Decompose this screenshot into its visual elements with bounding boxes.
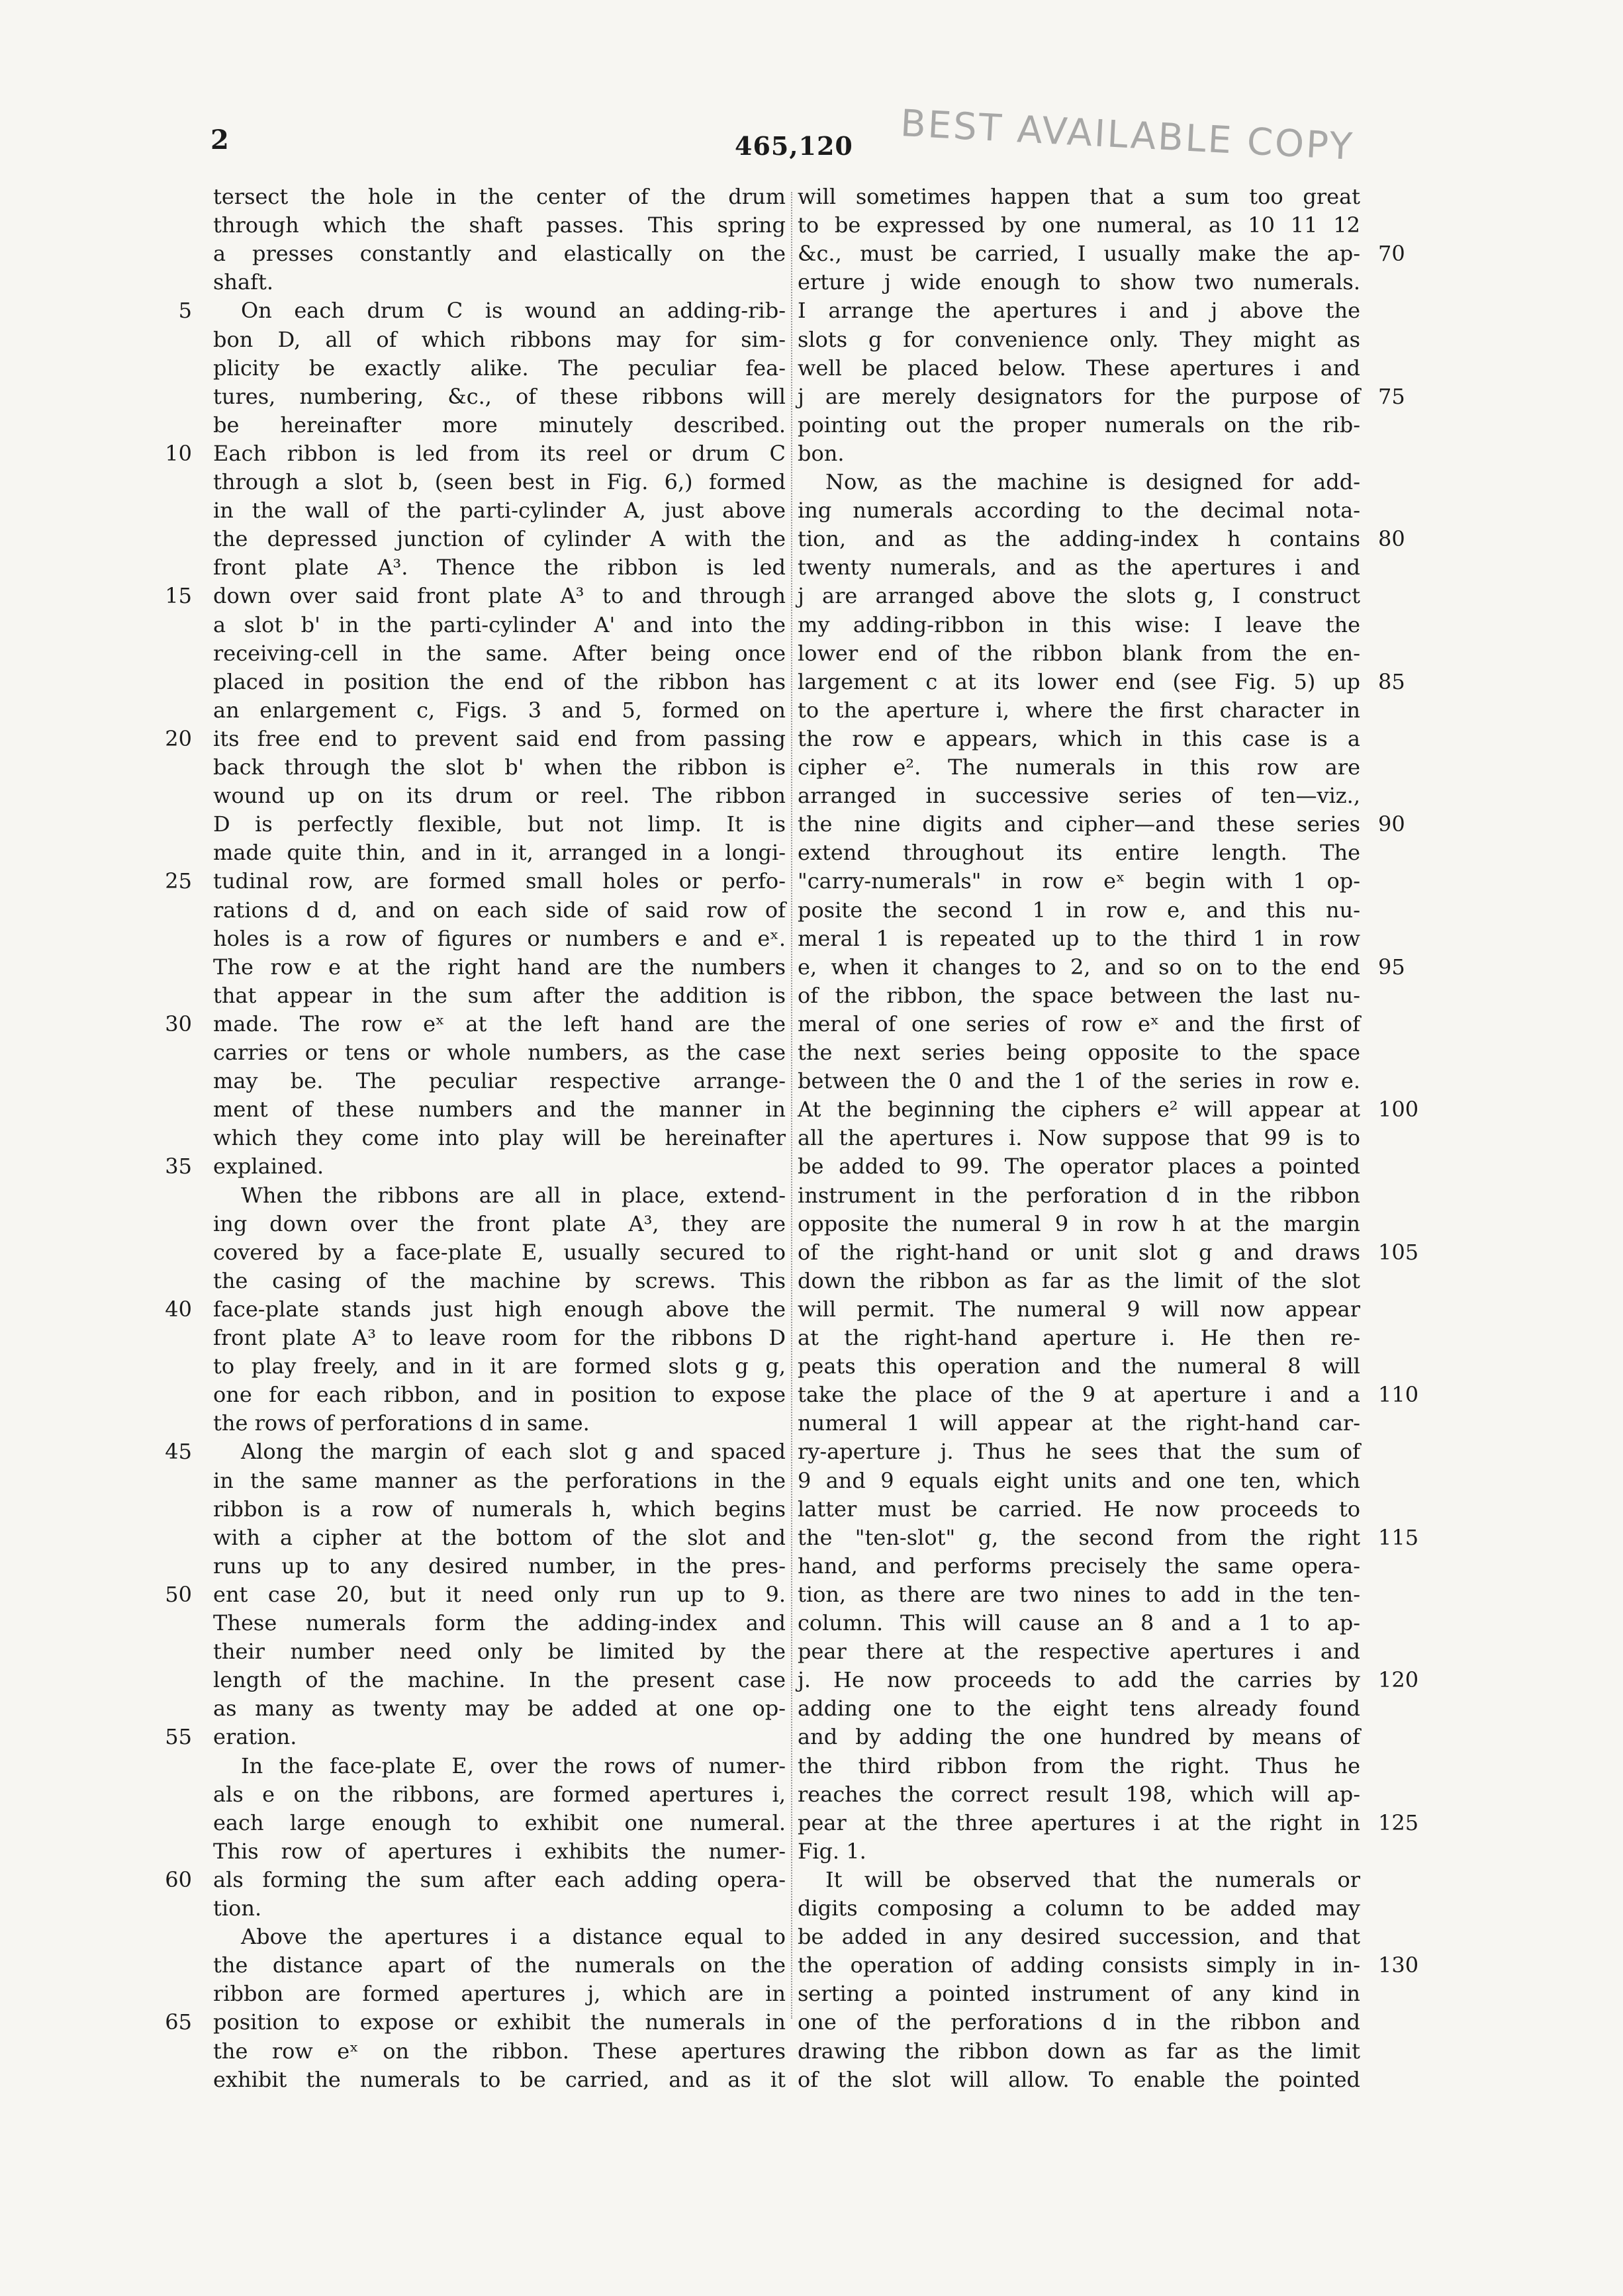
text-line: face-plate stands just high enough above the xyxy=(213,1296,786,1322)
text-line: well be placed below. These apertures i and xyxy=(798,355,1360,381)
text-line: adding one to the eight tens already found xyxy=(798,1696,1360,1722)
text-line: in the same manner as the perforations in the xyxy=(213,1467,786,1493)
line-number: 45 xyxy=(165,1439,192,1465)
text-line: In the face-plate E, over the rows of numer- xyxy=(241,1753,786,1778)
text-line: als forming the sum after each adding opera- xyxy=(213,1866,786,1892)
text-line: back through the slot b' when the ribbon is xyxy=(213,755,786,780)
text-line: be added to 99. The operator places a pointed xyxy=(798,1154,1360,1179)
text-line: each large enough to exhibit one numeral. xyxy=(213,1810,786,1835)
text-line: ribbon is a row of numerals h, which begins xyxy=(213,1496,786,1522)
text-line: peats this operation and the numeral 8 will xyxy=(798,1354,1360,1379)
line-number: 35 xyxy=(165,1154,192,1179)
line-number: 50 xyxy=(165,1581,192,1607)
text-line: as many as twenty may be added at one op- xyxy=(213,1696,786,1722)
text-line: to be expressed by one numeral, as 10 11 12 xyxy=(798,212,1360,238)
line-number: 30 xyxy=(165,1011,192,1036)
line-number: 130 xyxy=(1378,1952,1419,1978)
text-line: Above the apertures i a distance equal to xyxy=(241,1924,786,1950)
text-line: their number need only be limited by the xyxy=(213,1639,786,1665)
text-line: D is perfectly flexible, but not limp. It is xyxy=(213,811,786,837)
line-number: 70 xyxy=(1378,241,1405,267)
text-line: between the 0 and the 1 of the series in row e. xyxy=(798,1068,1360,1094)
text-line: slots g for convenience only. They might as xyxy=(798,326,1360,352)
line-number: 10 xyxy=(165,440,192,466)
text-line: numeral 1 will appear at the right-hand car- xyxy=(798,1410,1360,1436)
text-line: its free end to prevent said end from passing xyxy=(213,725,786,751)
text-line: j are arranged above the slots g, I construct xyxy=(798,583,1360,609)
text-line: at the right-hand aperture i. He then re- xyxy=(798,1325,1360,1350)
text-line: the row eˣ on the ribbon. These apertures xyxy=(213,2038,786,2064)
text-line: explained. xyxy=(213,1154,324,1179)
line-number: 100 xyxy=(1378,1097,1419,1123)
text-line: als e on the ribbons, are formed apertures i, xyxy=(213,1781,786,1807)
text-line: a presses constantly and elastically on the xyxy=(213,241,786,267)
text-line: ribbon are formed apertures j, which are in xyxy=(213,1981,786,2007)
line-number: 20 xyxy=(165,725,192,751)
text-line: The row e at the right hand are the numbers xyxy=(213,954,786,980)
text-line: hand, and performs precisely the same opera- xyxy=(798,1553,1360,1579)
text-line: opposite the numeral 9 in row h at the margin xyxy=(798,1211,1360,1236)
text-line: 9 and 9 equals eight units and one ten, which xyxy=(798,1467,1360,1493)
text-line: ent case 20, but it need only run up to 9. xyxy=(213,1581,786,1607)
text-line: At the beginning the ciphers e² will appear at xyxy=(798,1097,1360,1123)
text-line: with a cipher at the bottom of the slot and xyxy=(213,1524,786,1550)
text-line: ry-aperture j. Thus he sees that the sum of xyxy=(798,1439,1360,1465)
text-line: On each drum C is wound an adding-rib- xyxy=(241,298,786,324)
text-line: tures, numbering, &c., of these ribbons will xyxy=(213,383,786,409)
text-line: These numerals form the adding-index and xyxy=(213,1610,786,1635)
text-line: of the slot will allow. To enable the pointed xyxy=(798,2066,1360,2092)
text-line: erture j wide enough to show two numerals. xyxy=(798,269,1360,295)
text-line: bon D, all of which ribbons may for sim- xyxy=(213,326,786,352)
text-line: the rows of perforations d in same. xyxy=(213,1410,590,1436)
patent-number: 465,120 xyxy=(735,131,853,161)
text-line: Now, as the machine is designed for add- xyxy=(825,469,1360,494)
page-number: 2 xyxy=(210,124,229,156)
text-line: e, when it changes to 2, and so on to the end xyxy=(798,954,1360,980)
text-line: j are merely designators for the purpose of xyxy=(798,383,1360,409)
text-line: holes is a row of figures or numbers e and eˣ. xyxy=(213,925,786,951)
text-line: down the ribbon as far as the limit of the slot xyxy=(798,1267,1360,1293)
text-line: bon. xyxy=(798,440,845,466)
text-line: j. He now proceeds to add the carries by xyxy=(798,1667,1360,1693)
text-line: may be. The peculiar respective arrange- xyxy=(213,1068,786,1094)
text-line: shaft. xyxy=(213,269,273,295)
text-line: lower end of the ribbon blank from the en- xyxy=(798,640,1360,666)
text-line: the row e appears, which in this case is a xyxy=(798,725,1360,751)
text-line: receiving-cell in the same. After being once xyxy=(213,640,786,666)
text-line: cipher e². The numerals in this row are xyxy=(798,755,1360,780)
line-number: 85 xyxy=(1378,668,1405,694)
text-line: drawing the ribbon down as far as the limit xyxy=(798,2038,1360,2064)
text-line: pointing out the proper numerals on the rib- xyxy=(798,412,1360,437)
line-number: 75 xyxy=(1378,383,1405,409)
text-line: that appear in the sum after the addition is xyxy=(213,982,786,1008)
text-line: will permit. The numeral 9 will now appear xyxy=(798,1296,1360,1322)
text-line: the next series being opposite to the space xyxy=(798,1040,1360,1065)
text-line: front plate A³. Thence the ribbon is led xyxy=(213,555,786,580)
text-line: &c., must be carried, I usually make the ap- xyxy=(798,241,1360,267)
text-line: covered by a face-plate E, usually secured to xyxy=(213,1239,786,1265)
text-line: twenty numerals, and as the apertures i and xyxy=(798,555,1360,580)
text-line: Each ribbon is led from its reel or drum C xyxy=(213,440,786,466)
text-line: tion, and as the adding-index h contains xyxy=(798,526,1360,552)
line-number: 110 xyxy=(1378,1382,1419,1408)
text-line: my adding-ribbon in this wise: I leave the xyxy=(798,612,1360,637)
line-number: 5 xyxy=(178,298,192,324)
text-line: arranged in successive series of ten—viz., xyxy=(798,783,1360,809)
text-line: the nine digits and cipher—and these series xyxy=(798,811,1360,837)
text-line: Along the margin of each slot g and spaced xyxy=(241,1439,786,1465)
text-line: the "ten-slot" g, the second from the right xyxy=(798,1524,1360,1550)
text-line: which they come into play will be hereinafter xyxy=(213,1125,786,1151)
text-line: of the right-hand or unit slot g and draws xyxy=(798,1239,1360,1265)
text-line: It will be observed that the numerals or xyxy=(825,1866,1360,1892)
text-line: the distance apart of the numerals on the xyxy=(213,1952,786,1978)
text-line: in the wall of the parti-cylinder A, just above xyxy=(213,498,786,524)
text-line: rations d d, and on each side of said row of xyxy=(213,897,786,923)
line-number: 40 xyxy=(165,1296,192,1322)
text-line: to play freely, and in it are formed slots g g, xyxy=(213,1354,786,1379)
text-line: the casing of the machine by screws. This xyxy=(213,1267,786,1293)
text-line: be hereinafter more minutely described. xyxy=(213,412,786,437)
text-line: carries or tens or whole numbers, as the case xyxy=(213,1040,786,1065)
text-line: pear there at the respective apertures i and xyxy=(798,1639,1360,1665)
text-line: tudinal row, are formed small holes or perfo- xyxy=(213,868,786,894)
line-number: 60 xyxy=(165,1866,192,1892)
text-line: will sometimes happen that a sum too great xyxy=(798,184,1360,209)
text-line: be added in any desired succession, and that xyxy=(798,1924,1360,1950)
line-number: 120 xyxy=(1378,1667,1419,1693)
text-line: the third ribbon from the right. Thus he xyxy=(798,1753,1360,1778)
text-line: runs up to any desired number, in the pres- xyxy=(213,1553,786,1579)
availability-stamp: BEST AVAILABLE COPY xyxy=(899,102,1356,169)
text-line: down over said front plate A³ to and through xyxy=(213,583,786,609)
text-line: I arrange the apertures i and j above the xyxy=(798,298,1360,324)
text-line: through a slot b, (seen best in Fig. 6,) formed xyxy=(213,469,786,494)
line-number: 95 xyxy=(1378,954,1405,980)
text-line: exhibit the numerals to be carried, and as it xyxy=(213,2066,786,2092)
text-line: Fig. 1. xyxy=(798,1838,866,1864)
text-line: pear at the three apertures i at the right in xyxy=(798,1810,1360,1835)
text-line: posite the second 1 in row e, and this nu- xyxy=(798,897,1360,923)
text-line: extend throughout its entire length. The xyxy=(798,840,1360,866)
text-line: made. The row eˣ at the left hand are the xyxy=(213,1011,786,1036)
text-line: placed in position the end of the ribbon has xyxy=(213,668,786,694)
text-line: plicity be exactly alike. The peculiar fea- xyxy=(213,355,786,381)
text-line: meral of one series of row eˣ and the first of xyxy=(798,1011,1360,1036)
text-line: and by adding the one hundred by means of xyxy=(798,1724,1360,1750)
line-number: 90 xyxy=(1378,811,1405,837)
line-number: 65 xyxy=(165,2009,192,2035)
text-line: one of the perforations d in the ribbon and xyxy=(798,2009,1360,2035)
text-line: of the ribbon, the space between the last nu- xyxy=(798,982,1360,1008)
line-number: 15 xyxy=(165,583,192,609)
text-line: ment of these numbers and the manner in xyxy=(213,1097,786,1123)
line-number: 55 xyxy=(165,1724,192,1750)
text-line: wound up on its drum or reel. The ribbon xyxy=(213,783,786,809)
text-line: length of the machine. In the present case xyxy=(213,1667,786,1693)
line-number: 125 xyxy=(1378,1810,1419,1835)
text-line: serting a pointed instrument of any kind in xyxy=(798,1981,1360,2007)
text-line: one for each ribbon, and in position to expose xyxy=(213,1382,786,1408)
text-line: digits composing a column to be added may xyxy=(798,1896,1360,1921)
text-line: largement c at its lower end (see Fig. 5) up xyxy=(798,668,1360,694)
text-line: made quite thin, and in it, arranged in a longi- xyxy=(213,840,786,866)
text-line: a slot b' in the parti-cylinder A' and into the xyxy=(213,612,786,637)
text-line: eration. xyxy=(213,1724,297,1750)
text-line: "carry-numerals" in row eˣ begin with 1 op- xyxy=(798,868,1360,894)
line-number: 115 xyxy=(1378,1524,1419,1550)
text-line: tion, as there are two nines to add in the ten- xyxy=(798,1581,1360,1607)
text-line: all the apertures i. Now suppose that 99 is to xyxy=(798,1125,1360,1151)
text-line: When the ribbons are all in place, extend- xyxy=(241,1182,786,1208)
text-line: the operation of adding consists simply in in- xyxy=(798,1952,1360,1978)
text-line: reaches the correct result 198, which will ap- xyxy=(798,1781,1360,1807)
text-line: instrument in the perforation d in the ribbon xyxy=(798,1182,1360,1208)
text-line: front plate A³ to leave room for the ribbons D xyxy=(213,1325,786,1350)
text-line: ing numerals according to the decimal nota- xyxy=(798,498,1360,524)
line-number: 105 xyxy=(1378,1239,1419,1265)
text-line: to the aperture i, where the first character in xyxy=(798,697,1360,723)
text-line: an enlargement c, Figs. 3 and 5, formed on xyxy=(213,697,786,723)
text-line: This row of apertures i exhibits the numer- xyxy=(213,1838,786,1864)
text-line: through which the shaft passes. This spring xyxy=(213,212,786,238)
text-line: take the place of the 9 at aperture i and a xyxy=(798,1382,1360,1408)
text-line: the depressed junction of cylinder A with the xyxy=(213,526,786,552)
text-line: meral 1 is repeated up to the third 1 in row xyxy=(798,925,1360,951)
line-number: 80 xyxy=(1378,526,1405,552)
text-line: tersect the hole in the center of the drum xyxy=(213,184,786,209)
column-divider xyxy=(791,192,792,2019)
text-line: column. This will cause an 8 and a 1 to ap- xyxy=(798,1610,1360,1635)
text-line: position to expose or exhibit the numerals in xyxy=(213,2009,786,2035)
text-line: ing down over the front plate A³, they are xyxy=(213,1211,786,1236)
text-line: latter must be carried. He now proceeds to xyxy=(798,1496,1360,1522)
text-line: tion. xyxy=(213,1896,262,1921)
line-number: 25 xyxy=(165,868,192,894)
